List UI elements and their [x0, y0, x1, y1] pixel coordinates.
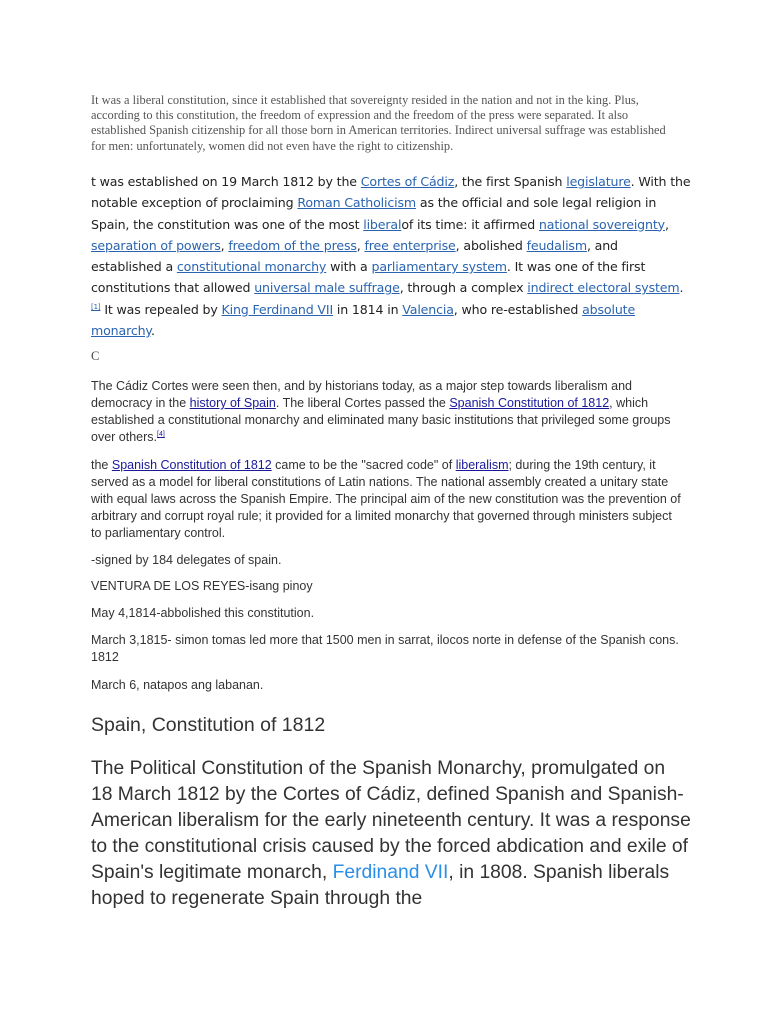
text-run: the: [91, 458, 112, 472]
text-run: ,: [220, 237, 229, 253]
text-run: of its time: it affirmed: [401, 216, 539, 232]
link-separation-of-powers[interactable]: separation of powers: [91, 237, 221, 253]
note-ventura-de-los-reyes: VENTURA DE LOS REYES-isang pinoy: [91, 579, 313, 593]
text-run: .: [679, 280, 684, 296]
link-freedom-of-the-press[interactable]: freedom of the press: [228, 237, 357, 253]
footnote-ref-1[interactable]: [1]: [91, 302, 101, 311]
text-run: came to be the "sacred code" of: [271, 458, 456, 472]
note-signed-delegates: -signed by 184 delegates of spain.: [91, 553, 282, 567]
footnote-ref-4[interactable]: [4]: [157, 430, 165, 438]
text-run: . With the notable exception of proclaiming: [91, 174, 691, 211]
text-run: . The liberal Cortes passed the: [275, 396, 450, 410]
wiki-constitution-paragraph: [91, 171, 691, 341]
link-parliamentary-system[interactable]: parliamentary system: [371, 259, 507, 275]
text-run: The Political Constitution of the Spanish Monarchy, promulgated on 18 March 1812 by the Cortes of Cádiz, defined Spanish and Spanish-American liberalism for the early nineteenth century. It was a response to the constitutional crisis caused by the forced abdication and exile of Spain's legitimate monarch,: [91, 758, 691, 883]
political-constitution-paragraph: [91, 756, 691, 912]
note-simon-tomas: March 3,1815- simon tomas led more that 1500 men in sarrat, ilocos norte in defense of the Spanish cons. 1812: [91, 633, 679, 664]
link-history-of-spain[interactable]: history of Spain: [189, 396, 276, 410]
link-feudalism[interactable]: feudalism: [526, 237, 587, 253]
text-run: with a: [326, 259, 372, 275]
text-run: It was repealed by: [100, 301, 222, 317]
link-valencia[interactable]: Valencia: [402, 301, 454, 317]
liberal-constitution-paragraph: It was a liberal constitution, since it established that sovereignty resided in the nation and not in the king. Plus, according to this constitution, the freedom of expression and the freedom of the press were separated. It also established Spanish citizenship for all those born in American territories. Indirect universal suffrage was established for men: unfortunately, women did not even have the right to citizenship.: [91, 93, 666, 153]
text-run: ,: [356, 237, 365, 253]
link-liberalism[interactable]: liberalism: [455, 458, 509, 472]
text-run: t was established on 19 March 1812 by the: [91, 174, 361, 189]
cadiz-cortes-paragraph: [91, 378, 681, 446]
link-legislature[interactable]: legislature: [566, 174, 631, 189]
text-run: , abolished: [455, 237, 527, 253]
text-run: . It was one of the first constitutions that allowed: [91, 259, 646, 296]
link-free-enterprise[interactable]: free enterprise: [364, 237, 456, 253]
link-spanish-constitution-1812[interactable]: Spanish Constitution of 1812: [449, 396, 610, 410]
link-universal-male-suffrage[interactable]: universal male suffrage: [254, 280, 400, 296]
text-run: ,: [664, 216, 669, 232]
text-run: in 1814 in: [333, 301, 403, 317]
text-run: , who re-established: [453, 301, 583, 317]
link-liberal[interactable]: liberal: [363, 216, 402, 232]
note-abolished: May 4,1814-abbolished this constitution.: [91, 606, 315, 620]
link-roman-catholicism[interactable]: Roman Catholicism: [297, 195, 417, 211]
text-run: .: [150, 323, 155, 339]
section-heading: Spain, Constitution of 1812: [91, 714, 326, 736]
link-absolute-monarchy[interactable]: absolute monarchy: [91, 301, 636, 339]
text-run: , in 1808. Spanish liberals hoped to regenerate Spain through the: [91, 862, 670, 909]
text-run: ; during the 19th century, it served as a model for liberal constitutions of Latin nations. The national assembly created a unitary state with equal laws across the Spanish Empire. The principal aim of the new constitution was the prevention of arbitrary and corrupt royal rule; it provided for a limited monarchy that governed through ministers subject to parliamentary control.: [91, 458, 681, 540]
link-national-sovereignty[interactable]: national sovereignty: [538, 216, 665, 232]
link-indirect-electoral-system[interactable]: indirect electoral system: [527, 280, 680, 296]
text-run: , and established a: [91, 237, 618, 275]
text-run: , which established a constitutional monarchy and eliminated many basic institutions that privileged some groups over others.: [91, 396, 671, 444]
text-run: , the first Spanish: [454, 174, 567, 189]
link-constitutional-monarchy[interactable]: constitutional monarchy: [176, 259, 327, 275]
text-run: as the official and sole legal religion in Spain, the constitution was one of the most: [91, 195, 657, 232]
link-ferdinand-vii[interactable]: Ferdinand VII: [332, 862, 449, 883]
text-run: The Cádiz Cortes were seen then, and by historians today, as a major step towards liberalism and democracy in the: [91, 379, 633, 410]
link-spanish-constitution-1812[interactable]: Spanish Constitution of 1812: [111, 458, 272, 472]
text-run: , through a complex: [399, 280, 528, 296]
link-king-ferdinand-vii[interactable]: King Ferdinand VII: [221, 301, 334, 317]
link-cortes-of-cadiz[interactable]: Cortes of Cádiz: [360, 174, 455, 189]
stray-letter: C: [91, 349, 100, 363]
sacred-code-paragraph: [91, 457, 681, 542]
note-natapos: March 6, natapos ang labanan.: [91, 678, 264, 692]
